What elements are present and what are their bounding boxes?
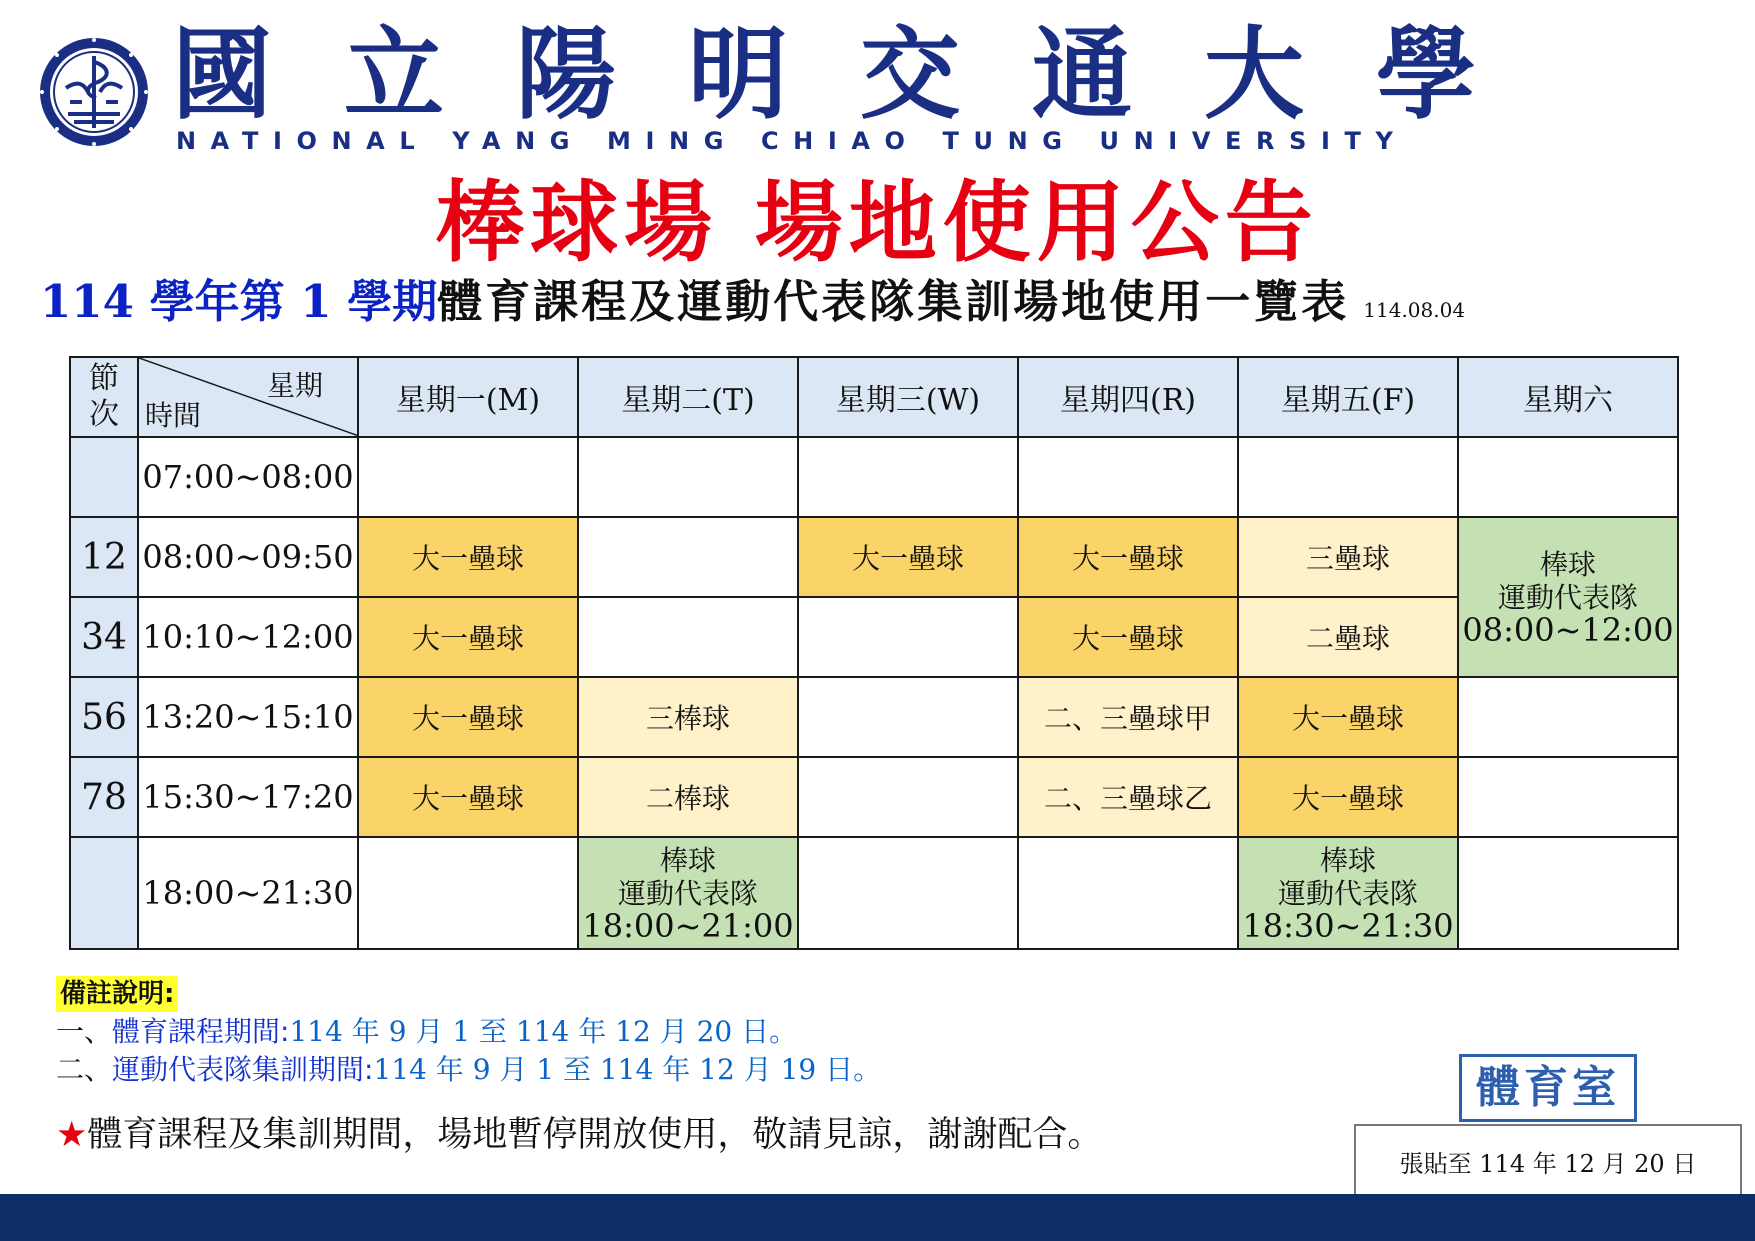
schedule-cell [358, 837, 578, 949]
schedule-cell [798, 597, 1018, 677]
footer-bar [0, 1194, 1755, 1241]
university-seal-logo [38, 36, 150, 148]
schedule-cell [1458, 757, 1678, 837]
schedule-cell [358, 437, 578, 517]
table-row [70, 837, 1678, 949]
team-block-time: 18:30~21:30 [1242, 906, 1454, 945]
note-prefix: 一、 [56, 1015, 113, 1048]
schedule-cell: 二壘球 [1238, 597, 1458, 677]
schedule-cell: 大一壘球 [358, 757, 578, 837]
star-icon: ★ [56, 1115, 88, 1155]
corner-header-cell [138, 357, 358, 437]
schedule-table [69, 356, 1679, 950]
schedule-cell [578, 517, 798, 597]
schedule-cell [798, 837, 1018, 949]
table-row [70, 677, 1678, 757]
schedule-cell [1018, 437, 1238, 517]
schedule-cell [798, 677, 1018, 757]
time-cell: 08:00~09:50 [138, 517, 358, 597]
note-item-2 [56, 1050, 881, 1090]
university-name-english: NATIONAL YANG MING CHIAO TUNG UNIVERSITY [176, 127, 1408, 155]
period-cell [70, 837, 138, 949]
schedule-subtitle [40, 272, 1740, 332]
schedule-cell: 二棒球 [578, 757, 798, 837]
team-block-line2: 運動代表隊 [617, 876, 758, 910]
period-cell: 12 [70, 517, 138, 597]
subtitle-main: 體育課程及運動代表隊集訓場地使用一覽表 [437, 275, 1350, 328]
schedule-cell: 大一壘球 [358, 597, 578, 677]
period-column-header [70, 357, 138, 437]
table-row [70, 437, 1678, 517]
note-prefix: 二、 [56, 1053, 113, 1086]
corner-time-label: 時間 [145, 399, 202, 432]
day-header-mon: 星期一(M) [358, 357, 578, 437]
schedule-cell [1018, 837, 1238, 949]
schedule-cell [1238, 437, 1458, 517]
issue-date: 114.08.04 [1363, 298, 1466, 322]
saturday-team-block [1458, 517, 1678, 677]
day-header-fri: 星期五(F) [1238, 357, 1458, 437]
schedule-cell [578, 597, 798, 677]
schedule-cell: 二、三壘球甲 [1018, 677, 1238, 757]
time-cell: 15:30~17:20 [138, 757, 358, 837]
schedule-cell: 大一壘球 [1238, 757, 1458, 837]
time-cell: 13:20~15:10 [138, 677, 358, 757]
day-header-wed: 星期三(W) [798, 357, 1018, 437]
team-block-line1: 棒球 [1539, 547, 1596, 581]
team-block-time: 18:00~21:00 [582, 906, 794, 945]
announcement-title: 棒球場 場地使用公告 [436, 171, 1319, 274]
schedule-cell: 大一壘球 [798, 517, 1018, 597]
table-row [70, 517, 1678, 597]
schedule-cell [798, 757, 1018, 837]
day-header-sat: 星期六 [1458, 357, 1678, 437]
day-header-thu: 星期四(R) [1018, 357, 1238, 437]
note-label: 運動代表隊集訓期間: [112, 1053, 374, 1086]
team-block-time: 08:00~12:00 [1462, 610, 1674, 649]
closure-notice-text: 體育課程及集訓期間，場地暫停開放使用，敬請見諒，謝謝配合。 [87, 1115, 1103, 1155]
closure-notice [56, 1110, 1102, 1160]
schedule-cell: 三棒球 [578, 677, 798, 757]
period-header-label: 節次 [89, 361, 119, 432]
table-row [70, 757, 1678, 837]
schedule-cell: 二、三壘球乙 [1018, 757, 1238, 837]
posting-until-box: 張貼至 114 年 12 月 20 日 [1354, 1124, 1742, 1204]
schedule-cell: 大一壘球 [358, 517, 578, 597]
schedule-cell: 大一壘球 [358, 677, 578, 757]
time-cell: 07:00~08:00 [138, 437, 358, 517]
schedule-cell [578, 437, 798, 517]
period-cell [70, 437, 138, 517]
schedule-cell: 大一壘球 [1018, 597, 1238, 677]
pe-office-stamp: 體育室 [1459, 1054, 1637, 1122]
team-block-line2: 運動代表隊 [1277, 876, 1418, 910]
schedule-cell [1458, 437, 1678, 517]
schedule-cell [798, 437, 1018, 517]
team-block-line2: 運動代表隊 [1497, 580, 1638, 614]
schedule-cell: 大一壘球 [1238, 677, 1458, 757]
tuesday-team-block [578, 837, 798, 949]
table-header-row [70, 357, 1678, 437]
team-block-line1: 棒球 [659, 843, 716, 877]
semester-label: 114 學年第 1 學期 [40, 275, 438, 328]
corner-weekday-label: 星期 [266, 369, 323, 402]
friday-team-block [1238, 837, 1458, 949]
period-cell: 78 [70, 757, 138, 837]
time-cell: 18:00~21:30 [138, 837, 358, 949]
note-value: 114 年 9 月 1 至 114 年 12 月 20 日。 [289, 1015, 798, 1048]
notes-heading: 備註說明: [56, 976, 178, 1012]
schedule-cell: 三壘球 [1238, 517, 1458, 597]
team-block-line1: 棒球 [1319, 843, 1376, 877]
university-name-chinese: 國立陽明交通大學 [172, 16, 1548, 133]
period-cell: 34 [70, 597, 138, 677]
note-item-1 [56, 1012, 797, 1052]
table-row [70, 597, 1678, 677]
schedule-cell [1458, 837, 1678, 949]
day-header-tue: 星期二(T) [578, 357, 798, 437]
note-value: 114 年 9 月 1 至 114 年 12 月 19 日。 [373, 1053, 882, 1086]
schedule-cell: 大一壘球 [1018, 517, 1238, 597]
period-cell: 56 [70, 677, 138, 757]
time-cell: 10:10~12:00 [138, 597, 358, 677]
note-label: 體育課程期間: [112, 1015, 290, 1048]
schedule-cell [1458, 677, 1678, 757]
